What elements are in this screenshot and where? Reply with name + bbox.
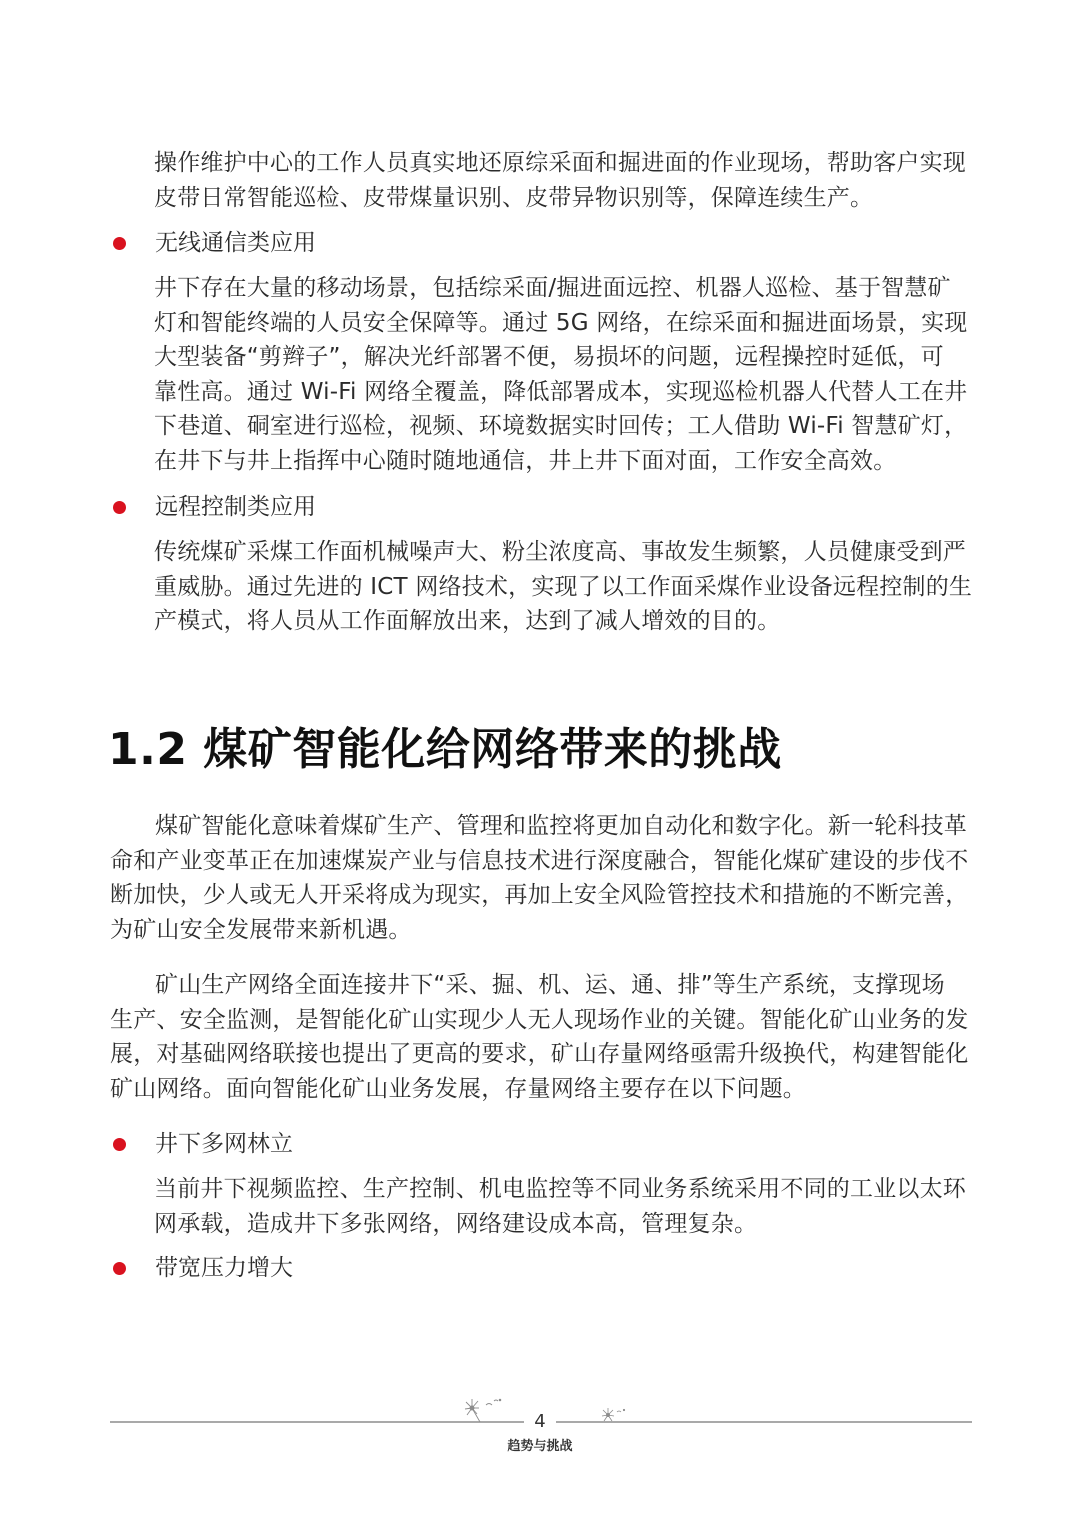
text-line: 大型装备“剪辫子”，解决光纤部署不便，易损坏的问题，远程操控时延低，可	[154, 344, 944, 370]
bullet-body-remote-control	[154, 535, 972, 639]
bullet-item-multiple-networks	[110, 1129, 980, 1163]
text-line: 靠性高。通过 Wi-Fi 网络全覆盖，降低部署成本，实现巡检机器人代替人工在井	[154, 378, 968, 405]
text-line: 灯和智能终端的人员安全保障等。通过 5G 网络，在综采面和掘进面场景，实现	[154, 309, 968, 336]
section-heading: 1.2 煤矿智能化给网络带来的挑战	[108, 724, 782, 775]
text-line: 井下存在大量的移动场景，包括综采面/掘进面远控、机器人巡检、基于智慧矿	[154, 275, 951, 301]
text-line: 生产、安全监测，是智能化矿山实现少人无人现场作业的关键。智能化矿山业务的发	[110, 1006, 969, 1033]
text-line: 命和产业变革正在加速煤炭产业与信息技术进行深度融合，智能化煤矿建设的步伐不	[110, 847, 969, 874]
bullet-label: 井下多网林立	[155, 1131, 293, 1157]
page-number: 4	[534, 1411, 546, 1432]
text-line: 在井下与井上指挥中心随时随地通信，井上井下面对面，工作安全高效。	[154, 447, 897, 474]
text-line: 矿山网络。面向智能化矿山业务发展，存量网络主要存在以下问题。	[110, 1075, 806, 1102]
footer-caption: 趋势与挑战	[507, 1439, 573, 1454]
bullet-label: 无线通信类应用	[155, 230, 316, 256]
bullet-dot-icon	[113, 237, 126, 250]
bullet-label: 带宽压力增大	[155, 1255, 293, 1281]
dandelion-icon	[462, 1396, 504, 1422]
text-line: 断加快，少人或无人开采将成为现实，再加上安全风险管控技术和措施的不断完善，	[110, 882, 969, 908]
intro-paragraph	[154, 146, 966, 215]
text-line: 下巷道、硐室进行巡检，视频、环境数据实时回传；工人借助 Wi-Fi 智慧矿灯，	[154, 413, 968, 439]
text-line: 煤矿智能化意味着煤矿生产、管理和监控将更加自动化和数字化。新一轮科技革	[155, 813, 967, 839]
text-line: 网承载，造成井下多张网络，网络建设成本高，管理复杂。	[154, 1210, 758, 1237]
text-line: 展，对基础网络联接也提出了更高的要求，矿山存量网络亟需升级换代，构建智能化	[110, 1041, 969, 1067]
dandelion-icon	[600, 1406, 626, 1424]
bullet-dot-icon	[113, 501, 126, 514]
text-line: 操作维护中心的工作人员真实地还原综采面和掘进面的作业现场，帮助客户实现	[154, 150, 966, 176]
bullet-dot-icon	[113, 1262, 126, 1275]
bullet-body-wireless	[154, 271, 967, 478]
text-line: 当前井下视频监控、生产控制、机电监控等不同业务系统采用不同的工业以太环	[154, 1176, 966, 1202]
bullet-label: 远程控制类应用	[155, 494, 316, 520]
bullet-dot-icon	[113, 1138, 126, 1151]
text-line: 为矿山安全发展带来新机遇。	[110, 916, 412, 943]
bullet-body-multiple-networks	[154, 1172, 966, 1241]
text-line: 传统煤矿采煤工作面机械噪声大、粉尘浓度高、事故发生频繁，人员健康受到严	[154, 539, 966, 565]
text-line: 皮带日常智能巡检、皮带煤量识别、皮带异物识别等，保障连续生产。	[154, 184, 874, 211]
text-line: 矿山生产网络全面连接井下“采、掘、机、运、通、排”等生产系统，支撑现场	[155, 972, 945, 998]
text-line: 重威胁。通过先进的 ICT 网络技术，实现了以工作面采煤作业设备远程控制的生	[154, 573, 973, 600]
bullet-item-wireless	[110, 228, 980, 262]
bullet-item-remote-control	[110, 492, 980, 526]
section-paragraph-1	[110, 809, 968, 947]
text-line: 产模式，将人员从工作面解放出来，达到了减人增效的目的。	[154, 608, 781, 634]
section-paragraph-2	[110, 968, 968, 1106]
bullet-item-bandwidth	[110, 1253, 980, 1287]
